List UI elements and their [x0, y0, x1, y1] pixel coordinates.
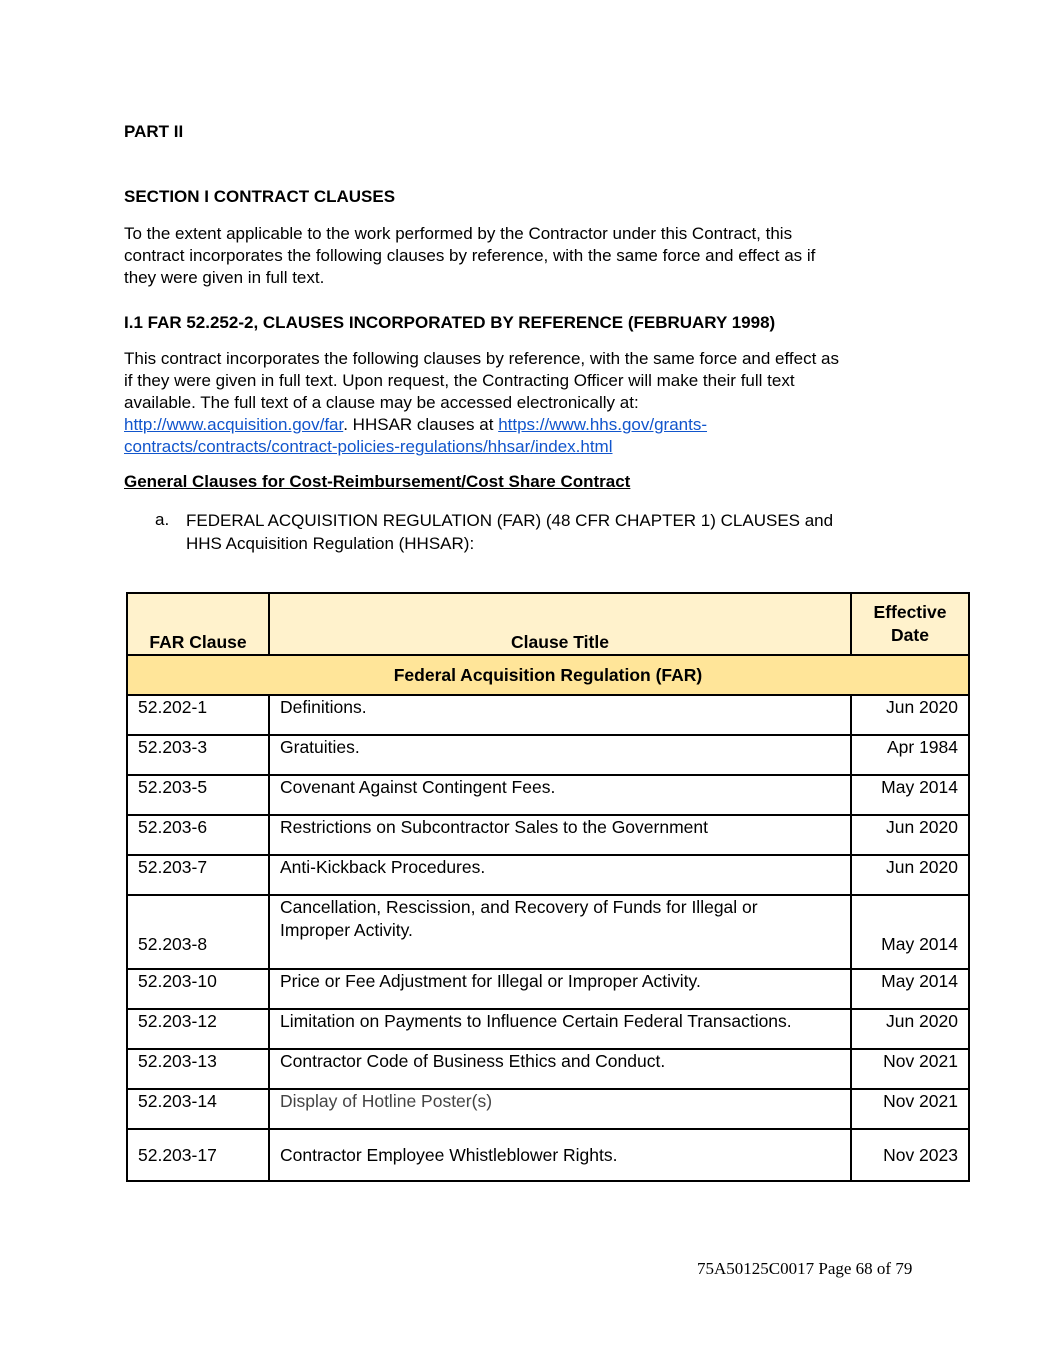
clause-title: Contractor Employee Whistleblower Rights.	[269, 1129, 851, 1181]
clause-title	[269, 895, 851, 969]
clause-title: Contractor Code of Business Ethics and Conduct.	[269, 1049, 851, 1089]
intro-line: To the extent applicable to the work performed by the Contractor under this Contract, this	[124, 224, 793, 243]
clause-number: 52.203-13	[127, 1049, 269, 1089]
clause-heading: I.1 FAR 52.252-2, CLAUSES INCORPORATED BY REFERENCE (FEBRUARY 1998)	[124, 313, 776, 332]
intro-line: contract incorporates the following clauses by reference, with the same force and effect as if	[124, 246, 816, 265]
clause-number: 52.203-10	[127, 969, 269, 1009]
clause-number: 52.203-3	[127, 735, 269, 775]
far-band-row	[127, 655, 969, 695]
far-band-label: Federal Acquisition Regulation (FAR)	[127, 655, 969, 695]
table-row	[127, 735, 969, 775]
clause-title: Display of Hotline Poster(s)	[269, 1089, 851, 1129]
part-heading: PART II	[124, 122, 184, 141]
table-row	[127, 969, 969, 1009]
clause-title: Anti-Kickback Procedures.	[269, 855, 851, 895]
intro-line: they were given in full text.	[124, 268, 325, 287]
list-item-a-line: FEDERAL ACQUISITION REGULATION (FAR) (48 CFR CHAPTER 1) CLAUSES and	[186, 511, 834, 530]
clause-body-line: This contract incorporates the following clauses by reference, with the same force and effect as	[124, 349, 839, 368]
clause-number: 52.202-1	[127, 695, 269, 735]
hhsar-link-continued[interactable]: contracts/contracts/contract-policies-regulations/hhsar/index.html	[124, 437, 613, 456]
clause-body-line: if they were given in full text. Upon request, the Contracting Officer will make their full text	[124, 371, 795, 390]
list-item-a	[186, 509, 833, 555]
clause-title: Definitions.	[269, 695, 851, 735]
clause-title: Covenant Against Contingent Fees.	[269, 775, 851, 815]
intro-paragraph	[124, 223, 815, 289]
clause-number: 52.203-5	[127, 775, 269, 815]
table-row	[127, 1089, 969, 1129]
general-clauses-heading: General Clauses for Cost-Reimbursement/Cost Share Contract	[124, 472, 631, 491]
list-item-a-marker: a.	[155, 510, 170, 529]
effective-date: May 2014	[851, 969, 969, 1009]
header-far-clause: FAR Clause	[127, 593, 269, 655]
far-clauses-table	[126, 592, 970, 1182]
effective-date: Jun 2020	[851, 815, 969, 855]
effective-date: Nov 2021	[851, 1089, 969, 1129]
table-row	[127, 855, 969, 895]
clause-number: 52.203-8	[127, 895, 269, 969]
clause-title: Restrictions on Subcontractor Sales to the Government	[269, 815, 851, 855]
effective-date: May 2014	[851, 895, 969, 969]
table-row	[127, 1129, 969, 1181]
header-date-line: Effective	[873, 602, 947, 622]
header-clause-title: Clause Title	[269, 593, 851, 655]
table-row	[127, 815, 969, 855]
clause-number: 52.203-12	[127, 1009, 269, 1049]
effective-date: May 2014	[851, 775, 969, 815]
effective-date: Jun 2020	[851, 855, 969, 895]
clause-number: 52.203-6	[127, 815, 269, 855]
table-row	[127, 895, 969, 969]
effective-date: Jun 2020	[851, 1009, 969, 1049]
effective-date: Jun 2020	[851, 695, 969, 735]
section-heading: SECTION I CONTRACT CLAUSES	[124, 187, 396, 206]
table-row	[127, 1049, 969, 1089]
clause-title-line: Cancellation, Rescission, and Recovery of Funds for Illegal or	[280, 897, 758, 917]
header-effective-date	[851, 593, 969, 655]
header-date-line: Date	[891, 625, 929, 645]
clause-number: 52.203-17	[127, 1129, 269, 1181]
clause-title: Price or Fee Adjustment for Illegal or Improper Activity.	[269, 969, 851, 1009]
table-row	[127, 1009, 969, 1049]
far-link[interactable]: http://www.acquisition.gov/far	[124, 415, 344, 434]
page-footer: 75A50125C0017 Page 68 of 79	[697, 1259, 913, 1278]
list-item-a-line: HHS Acquisition Regulation (HHSAR):	[186, 534, 475, 553]
effective-date: Apr 1984	[851, 735, 969, 775]
clause-body	[124, 348, 839, 458]
table-row	[127, 775, 969, 815]
table-header-row	[127, 593, 969, 655]
clause-number: 52.203-7	[127, 855, 269, 895]
clause-body-line: available. The full text of a clause may be accessed electronically at:	[124, 393, 639, 412]
table-row	[127, 695, 969, 735]
hhsar-link[interactable]: https://www.hhs.gov/grants-	[498, 415, 708, 434]
clause-number: 52.203-14	[127, 1089, 269, 1129]
between-links-text: . HHSAR clauses at	[343, 415, 499, 434]
clause-title: Gratuities.	[269, 735, 851, 775]
effective-date: Nov 2021	[851, 1049, 969, 1089]
effective-date: Nov 2023	[851, 1129, 969, 1181]
clause-title: Limitation on Payments to Influence Certain Federal Transactions.	[269, 1009, 851, 1049]
clause-title-line: Improper Activity.	[280, 920, 413, 940]
